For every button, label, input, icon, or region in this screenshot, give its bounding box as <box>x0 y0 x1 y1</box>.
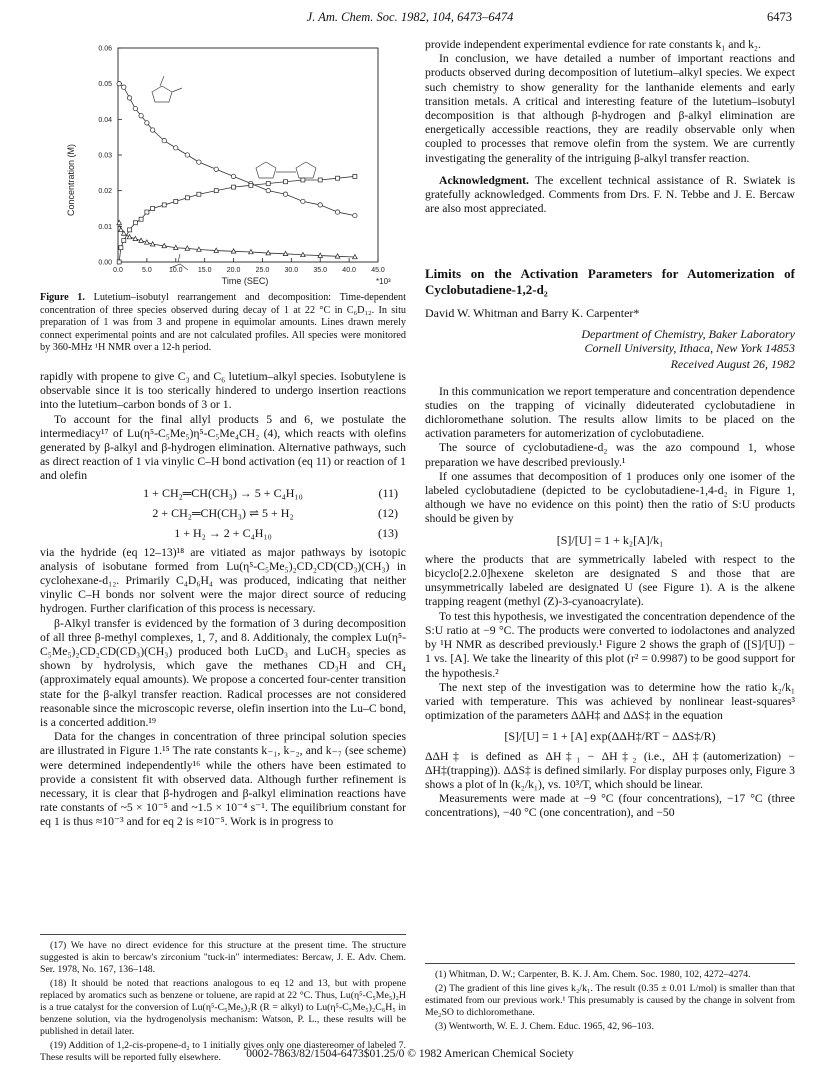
data-point <box>133 106 137 110</box>
data-point <box>185 196 189 200</box>
series-line <box>119 176 355 262</box>
x-tick-label: 10.0 <box>168 267 183 274</box>
x-tick-label: 25.0 <box>255 267 270 274</box>
article-title: Limits on the Activation Parameters for Automerization of Cyclobutadiene-1,2-d₂ <box>425 266 795 298</box>
data-point <box>139 114 143 118</box>
x-tick-label: 40.0 <box>342 267 356 274</box>
footnote-rule-left <box>40 934 406 935</box>
right-column-body <box>425 38 795 821</box>
data-point <box>336 176 340 180</box>
footnote-19: (19) Addition of 1,2-cis-propene-d₂ to 1 initially gives only one diastereomer of labeled 7. These results will be reported fully elsewhere. <box>40 1040 406 1063</box>
data-point <box>145 121 149 125</box>
data-point <box>301 199 305 203</box>
caption-label: Figure 1. <box>40 292 85 303</box>
data-point <box>318 203 322 207</box>
equation-11: 1 + CH₂═CH(CH₃) → 5 + C₄H₁₀ (11) <box>143 485 398 500</box>
data-point <box>150 128 154 132</box>
figure-1-caption <box>40 292 406 355</box>
right-paragraph-8: The next step of the investigation was to determine how the ratio k₂/k₁ varied with temperature. This was achieved by nonlinear least-squares³ optimization of the parameters ΔΔH‡ and ΔΔS‡ in the equation <box>425 680 795 723</box>
left-paragraph-5: Data for the changes in concentration of three principal solution species are illustrated in Figure 1.¹⁵ The rate constants k₋₁, k₋₂, and k₋₇ (see scheme) were determined independently¹⁶ while the others have been estimated to provide a consistent fit with observed data. Although further refinement is necessary, it is clear that β-hydrogen and β-alkyl elimination reactions have rate constants of ~5 × 10⁻⁵ and ~1.5 × 10⁻⁴ s⁻¹. The equilibrium constant for eq 1 is thus ≈10⁻³ and for eq 2 is ≈10⁻⁵. Work is in progress to <box>40 730 406 829</box>
structure-drawing-1 <box>152 76 182 102</box>
data-point <box>127 235 132 239</box>
y-tick-label: 0.00 <box>98 259 112 267</box>
data-point <box>122 85 126 89</box>
y-tick-label: 0.05 <box>98 81 112 89</box>
equation-ratio: [S]/[U] = 1 + k₂[A]/k₁ <box>556 532 664 547</box>
y-tick-label: 0.02 <box>98 188 112 196</box>
right-paragraph-4: The source of cyclobutadiene-d₂ was the azo compound 1, whose preparation we have described previously.¹ <box>425 441 795 469</box>
affiliation-1: Department of Chemistry, Baker Laboratory <box>581 326 795 341</box>
data-point <box>119 246 123 250</box>
right-paragraph-6: where the products that are symmetrically labeled with respect to the bicyclo[2.2.0]hexene skeleton are designated S and those that are unsymmetrically labeled are designated U (see Figure 1). A is the alkene trapping reagent (methyl (Z)-3-cyanoacrylate). <box>425 552 795 609</box>
footnote-rule-right <box>425 963 795 964</box>
data-point <box>214 167 218 171</box>
data-point <box>353 213 357 217</box>
authors: David W. Whitman and Barry K. Carpenter* <box>425 306 640 321</box>
affiliation-2: Cornell University, Ithaca, New York 14853 <box>584 340 795 355</box>
x-tick-label: 0.0 <box>113 267 123 274</box>
y-tick-label: 0.03 <box>98 152 112 160</box>
footnote-3: (3) Wentworth, W. E. J. Chem. Educ. 1965, 42, 96–103. <box>435 1021 654 1032</box>
footnote-18: (18) It should be noted that reactions analogous to eq 12 and 13, but with propene replaced by aromatics such as benzene or toluene, are rapid at 22 °C. Thus, Lu(η⁵-C₅Me₅)₂H is a true catalyst for the conversion of Lu(η⁵-C₅Me₅)₂R (R = alkyl) to Lu(η⁵-C₅Me₅)₂C₆H₅ in benzene solution, via the hydrogenolysis mechanism: Watson, P. L., these results will be published in detail later. <box>40 978 406 1037</box>
equation-13: 1 + H₂ → 2 + C₄H₁₀ (13) <box>174 525 398 540</box>
data-point <box>353 174 357 178</box>
x-axis-label: Time (SEC) <box>221 276 269 286</box>
data-point <box>117 220 122 224</box>
caption-text: Lutetium–isobutyl rearrangement and decomposition: Time-dependent concentration of three species observed during decay of 1 at 22 °C in C₆D₁₂. In situ preparation of 1 was from 3 and propene in equimolar amounts. Lines drawn merely connect experimental points and are not calculated profiles. All species were monitored by 360-MHz ¹H NMR over a 12-h period. <box>40 292 406 354</box>
x-tick-label: 35.0 <box>313 267 328 274</box>
data-point <box>197 192 201 196</box>
data-point <box>127 96 131 100</box>
right-paragraph-5: If one assumes that decomposition of 1 produces only one isomer of the labeled cyclobutadiene (depicted to be cyclobutadiene-1,4-d₂ in Figure 1, although we have no evidence on this point) then the ratio of S:U products should be given by <box>425 469 795 526</box>
right-paragraph-3: In this communication we report temperature and concentration dependence studies on the trapping of vicinally dideuterated cyclobutadiene in dichloromethane solution. The results allow limits to be placed on the activation parameters for automerization of cyclobutadiene. <box>425 384 795 441</box>
plot-frame <box>118 48 378 262</box>
data-point <box>249 183 253 187</box>
y-tick-label: 0.01 <box>98 223 112 231</box>
acknowledgment: Acknowledgment. The excellent technical assistance of R. Swiatek is gratefully acknowledged. Comments from Drs. F. N. Tebbe and J. E. Bercaw are also most appreciated. <box>425 173 795 216</box>
right-paragraph-2: In conclusion, we have detailed a number of important reactions and products observed during decomposition of lutetium–alkyl species. We expect such chemistry to show generality for the lanthanide elements and early transition metals. A critical and interesting feature of the lutetium–isobutyl decomposition is that although β-hydrogen and β-alkyl elimination are energetically accessible reactions, they are readily observable only when coupled to processes that remove olefin from the system. We are currently investigating the generality of the intriguing β-alkyl transfer reaction. <box>425 52 795 165</box>
y-tick-label: 0.04 <box>98 116 112 124</box>
footnote-1: (1) Whitman, D. W.; Carpenter, B. K. J. Am. Chem. Soc. 1980, 102, 4272–4274. <box>435 969 751 980</box>
left-paragraph-4: β-Alkyl transfer is evidenced by the formation of 3 during decomposition of all three β-methyl complexes, 1, 7, and 8. Additionaly, the complex Lu(η⁵-C₅Me₅)₂CD₂CD(CD₃)(CH₃) produced both LuCD₃ and LuCH₃ species as shown by hydrolysis, which gave the methanes CD₃H and CH₄ (approximately equal amounts). We propose a concerted four-center transition state for the β-alkyl transfer reaction. Radical processes are not considered reasonable since the microscopic reverse, olefin insertion into the Lu–C bond, is a concerted addition.¹⁹ <box>40 616 406 730</box>
footnote-17: (17) We have no direct evidence for this structure at the present time. The structure suggested is akin to bercaw's zirconium "tuck-in" intermediates: Bercaw, J. E. Adv. Chem. Ser. 1978, No. 167, 136–148. <box>40 940 406 975</box>
structure-drawing-2 <box>256 162 316 178</box>
data-point <box>185 153 189 157</box>
page-number: 6473 <box>767 10 792 24</box>
left-column-body <box>40 370 406 830</box>
data-point <box>335 210 339 214</box>
data-point <box>117 260 121 264</box>
data-point <box>266 182 270 186</box>
right-footnotes <box>425 969 795 1035</box>
right-paragraph-9: ΔΔH‡ is defined as ΔH‡₁ − ΔH‡₂ (i.e., ΔH‡(automerization) − ΔH‡(trapping)). ΔΔS‡ is defined similarly. For display purposes only, Figure 3 shows a plot of ln (k₂/k₁), vs. 10³/T, which should be linear. <box>425 749 795 791</box>
received-date: Received August 26, 1982 <box>670 356 795 371</box>
data-point <box>318 178 322 182</box>
left-paragraph-1: rapidly with propene to give C₃ and C₆ lutetium–alkyl species. Isobutylene is observable since it is too sterically hindered to undergo insertion reactions into the lutetium–carbon bonds of 3 or 1. <box>40 370 406 412</box>
y-tick-label: 0.06 <box>98 45 112 53</box>
data-point <box>162 203 166 207</box>
equation-12: 2 + CH₂═CH(CH₃) ⇌ 5 + H₂ (12) <box>152 505 398 520</box>
data-point <box>174 199 178 203</box>
data-point <box>301 178 305 182</box>
x-tick-label: 15.0 <box>197 267 212 274</box>
data-point <box>162 139 166 143</box>
page-footer: 0002-7863/82/1504-6473$01.25/0 © 1982 American Chemical Society <box>246 1048 574 1060</box>
right-paragraph-10: Measurements were made at −9 °C (four concentrations), −17 °C (three concentrations), −40 °C (one concentration), and −50 <box>425 792 795 820</box>
data-point <box>174 146 178 150</box>
concentration-chart <box>60 40 400 288</box>
data-point <box>139 217 143 221</box>
x-tick-label: 30.0 <box>284 267 299 274</box>
x-tick-label: 45.0 <box>371 267 385 274</box>
data-point <box>117 81 121 85</box>
data-point <box>151 207 155 211</box>
data-point <box>283 192 287 196</box>
data-point <box>145 210 149 214</box>
data-point <box>197 160 201 164</box>
y-axis-label: Concentration (M) <box>66 143 76 217</box>
data-point <box>284 180 288 184</box>
footnote-2: (2) The gradient of this line gives k₂/k₁. The result (0.35 ± 0.01 L/mol) is smaller than that estimated from our previous work.¹ This presumably is caused by the change in solvent from Me₂SO to dichloromethane. <box>425 983 795 1018</box>
data-point <box>128 228 132 232</box>
left-paragraph-2: To account for the final allyl products 5 and 6, we postulate the intermediacy¹⁷ of Lu(η⁵-C₅Me₅)η⁵-C₅Me₄CH₂ (4), which reacts with olefins generated by β-alkyl and β-hydrogen elimination. Alternative pathways, such as direct reaction of 1 via vinylic C–H bond activation (eq 11) or reaction of 1 and olefin <box>40 412 406 483</box>
data-point <box>214 189 218 193</box>
page-header <box>0 8 820 30</box>
data-point <box>232 185 236 189</box>
figure-1 <box>60 40 400 288</box>
data-point <box>133 221 137 225</box>
series-line <box>119 223 355 257</box>
data-point <box>122 239 126 243</box>
right-paragraph-7: To test this hypothesis, we investigated the concentration dependence of the S:U ratio at −9 °C. The products were converted to iodolactones and analyzed by ¹H NMR as described previously.¹ Figure 2 shows the graph of ([S]/[U]) − 1 vs. [A]. We take the linearity of this plot (r² = 0.9987) to be good support for the hypothesis.² <box>425 609 795 680</box>
left-paragraph-3: via the hydride (eq 12–13)¹⁸ are vitiated as major pathways by isotopic analysis of isobutane formed from Lu(η⁵-C₅Me₅)₂CD₂CD(CD₃)(CH₃) in cyclohexane-d₁₂. Primarily C₄D₆H₄ was produced, indicating that neither vinylic C–H bonds nor solvent were the major direct source of reducing hydrogen. Further clarification of this process is necessary. <box>40 545 406 616</box>
data-point <box>119 227 124 231</box>
x-tick-label: 5.0 <box>142 267 152 274</box>
series-line <box>119 84 355 216</box>
chemical-structures <box>152 76 316 270</box>
x-axis-multiplier: *10³ <box>376 277 391 286</box>
data-point <box>266 188 270 192</box>
right-paragraph-1: provide independent experimental evdience for rate constants k₁ and k₂. <box>425 38 761 51</box>
x-tick-label: 20.0 <box>226 267 241 274</box>
equation-exp: [S]/[U] = 1 + [A] exp(ΔΔH‡/RT − ΔΔS‡/R) <box>504 729 716 744</box>
journal-citation: J. Am. Chem. Soc. 1982, 104, 6473–6474 <box>306 10 514 24</box>
data-point <box>231 174 235 178</box>
